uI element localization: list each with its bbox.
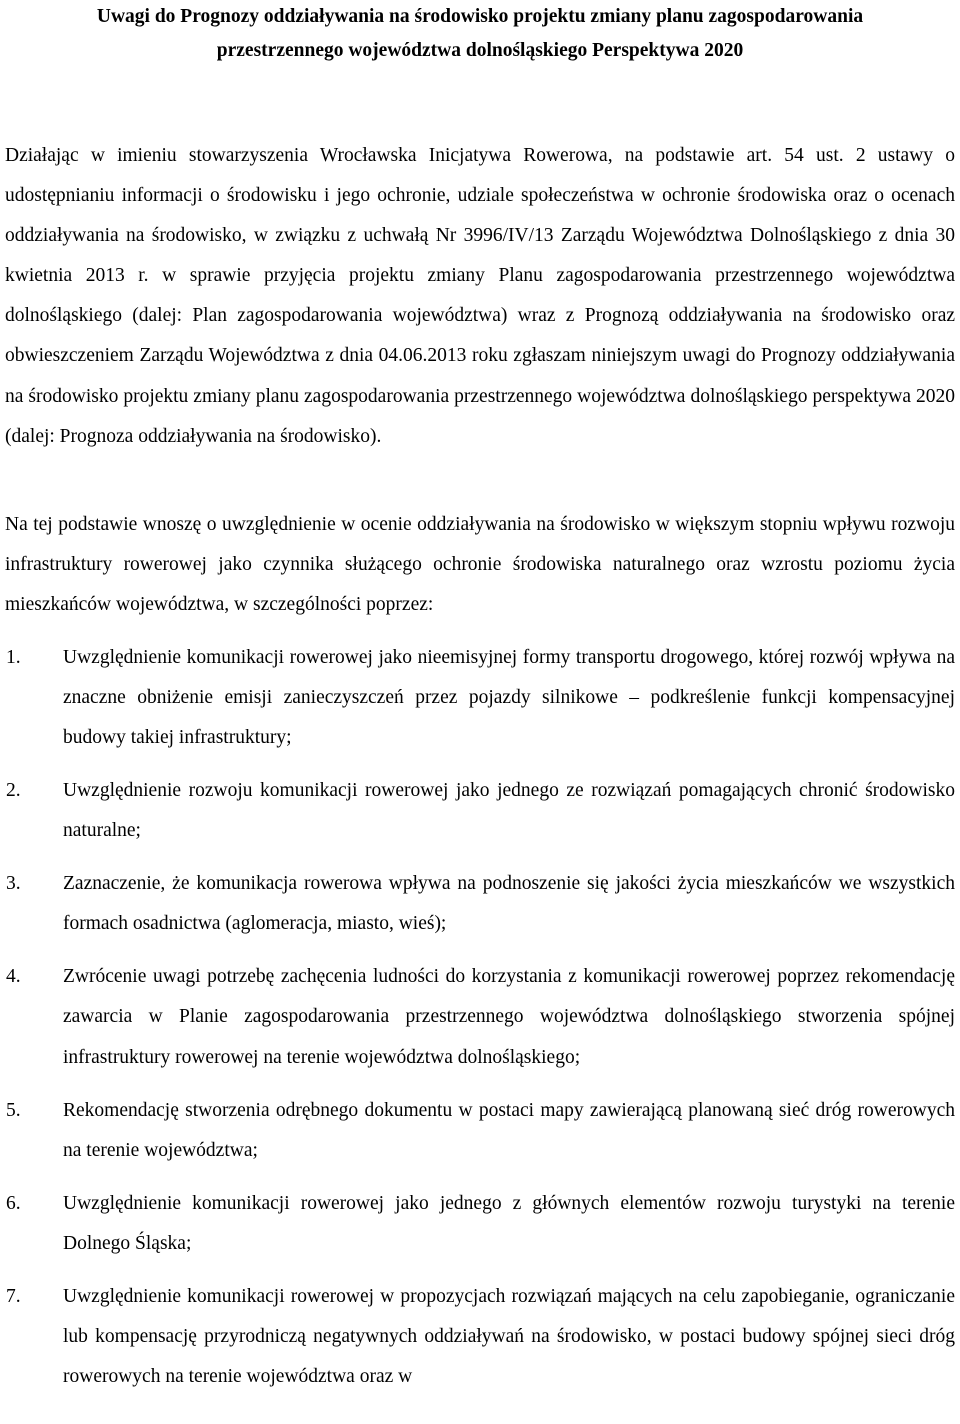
list-item: [0, 1091, 960, 1171]
intro-paragraph: Działając w imieniu stowarzyszenia Wrocławska Inicjatywa Rowerowa, na podstawie art. 54 ust. 2 ustawy o udostępnianiu informacji o środowisku i jego ochronie, udziale społeczeństwa w ochronie środowiska oraz o ocenach oddziaływania na środowisko, w związku z uchwałą Nr 3996/IV/13 Zarządu Województwa Dolnośląskiego z dnia 30 kwietnia 2013 r. w sprawie przyjęcia projektu zmiany Planu zagospodarowania przestrzennego województwa dolnośląskiego (dalej: Plan zagospodarowania województwa) wraz z Prognozą oddziaływania na środowisko oraz obwieszczeniem Zarządu Województwa z dnia 04.06.2013 roku zgłaszam niniejszym uwagi do Prognozy oddziaływania na środowisko projektu zmiany planu zagospodarowania przestrzennego województwa dolnośląskiego perspektywa 2020 (dalej: Prognoza oddziaływania na środowisko).: [5, 145, 955, 447]
title-line-1: Uwagi do Prognozy oddziaływania na środowisko projektu zmiany planu zagospodarowania: [96, 6, 864, 27]
list-item: [0, 1184, 960, 1264]
list-item-text: Rekomendację stworzenia odrębnego dokumentu w postaci mapy zawierającą planowaną sieć dróg rowerowych na terenie województwa;: [63, 1099, 955, 1161]
list-item: [0, 638, 960, 758]
list-item: [0, 957, 960, 1077]
list-item: [0, 864, 960, 944]
list-item-number: 3.: [6, 873, 21, 895]
list-item-number: 7.: [6, 1285, 21, 1307]
list-item-number: 4.: [6, 966, 21, 988]
list-item-text: Uwzględnienie komunikacji rowerowej w propozycjach rozwiązań mających na celu zapobieganie, ograniczanie lub kompensację przyrodniczą negatywnych oddziaływań na środowisko, w postaci budowy spójnej sieci dróg rowerowych na terenie województwa oraz w: [63, 1285, 955, 1387]
list-item-number: 1.: [6, 647, 21, 668]
list-item-text: Uwzględnienie komunikacji rowerowej jako jednego z głównych elementów rozwoju turystyki na terenie Dolnego Śląska;: [63, 1192, 955, 1254]
list-item-text: Zwrócenie uwagi potrzebę zachęcenia ludności do korzystania z komunikacji rowerowej poprzez rekomendację zawarcia w Planie zagospodarowania przestrzennego województwa dolnośląskiego stworzenia spójnej infrastruktury rowerowej na terenie województwa dolnośląskiego;: [63, 966, 955, 1068]
list-item: [0, 1277, 960, 1397]
basis-paragraph: Na tej podstawie wnoszę o uwzględnienie w ocenie oddziaływania na środowisko w większym stopniu wpływu rozwoju infrastruktury rowerowej jako czynnika służącego ochronie środowiska naturalnego oraz wzrostu poziomu życia mieszkańców województwa, w szczególności poprzez:: [5, 514, 955, 616]
remarks-list: [0, 638, 960, 1410]
document-title: [0, 0, 960, 68]
list-item-text: Uwzględnienie rozwoju komunikacji rowerowej jako jednego ze rozwiązań pomagających chronić środowisko naturalne;: [63, 780, 955, 842]
list-item-number: 2.: [6, 780, 21, 802]
list-item-text: Zaznaczenie, że komunikacja rowerowa wpływa na podnoszenie się jakości życia mieszkańców we wszystkich formach osadnictwa (aglomeracja, miasto, wieś);: [63, 873, 955, 935]
list-item: [0, 771, 960, 851]
list-item-number: 6.: [6, 1192, 21, 1214]
list-item-text: Uwzględnienie komunikacji rowerowej jako nieemisyjnej formy transportu drogowego, której rozwój wpływa na znaczne obniżenie emisji zanieczyszczeń przez pojazdy silnikowe – podkreślenie funkcji kompensacyjnej budowy takiej infrastruktury;: [63, 647, 955, 749]
title-line-2: przestrzennego województwa dolnośląskiego Perspektywa 2020: [216, 40, 744, 61]
list-item-number: 5.: [6, 1099, 21, 1121]
